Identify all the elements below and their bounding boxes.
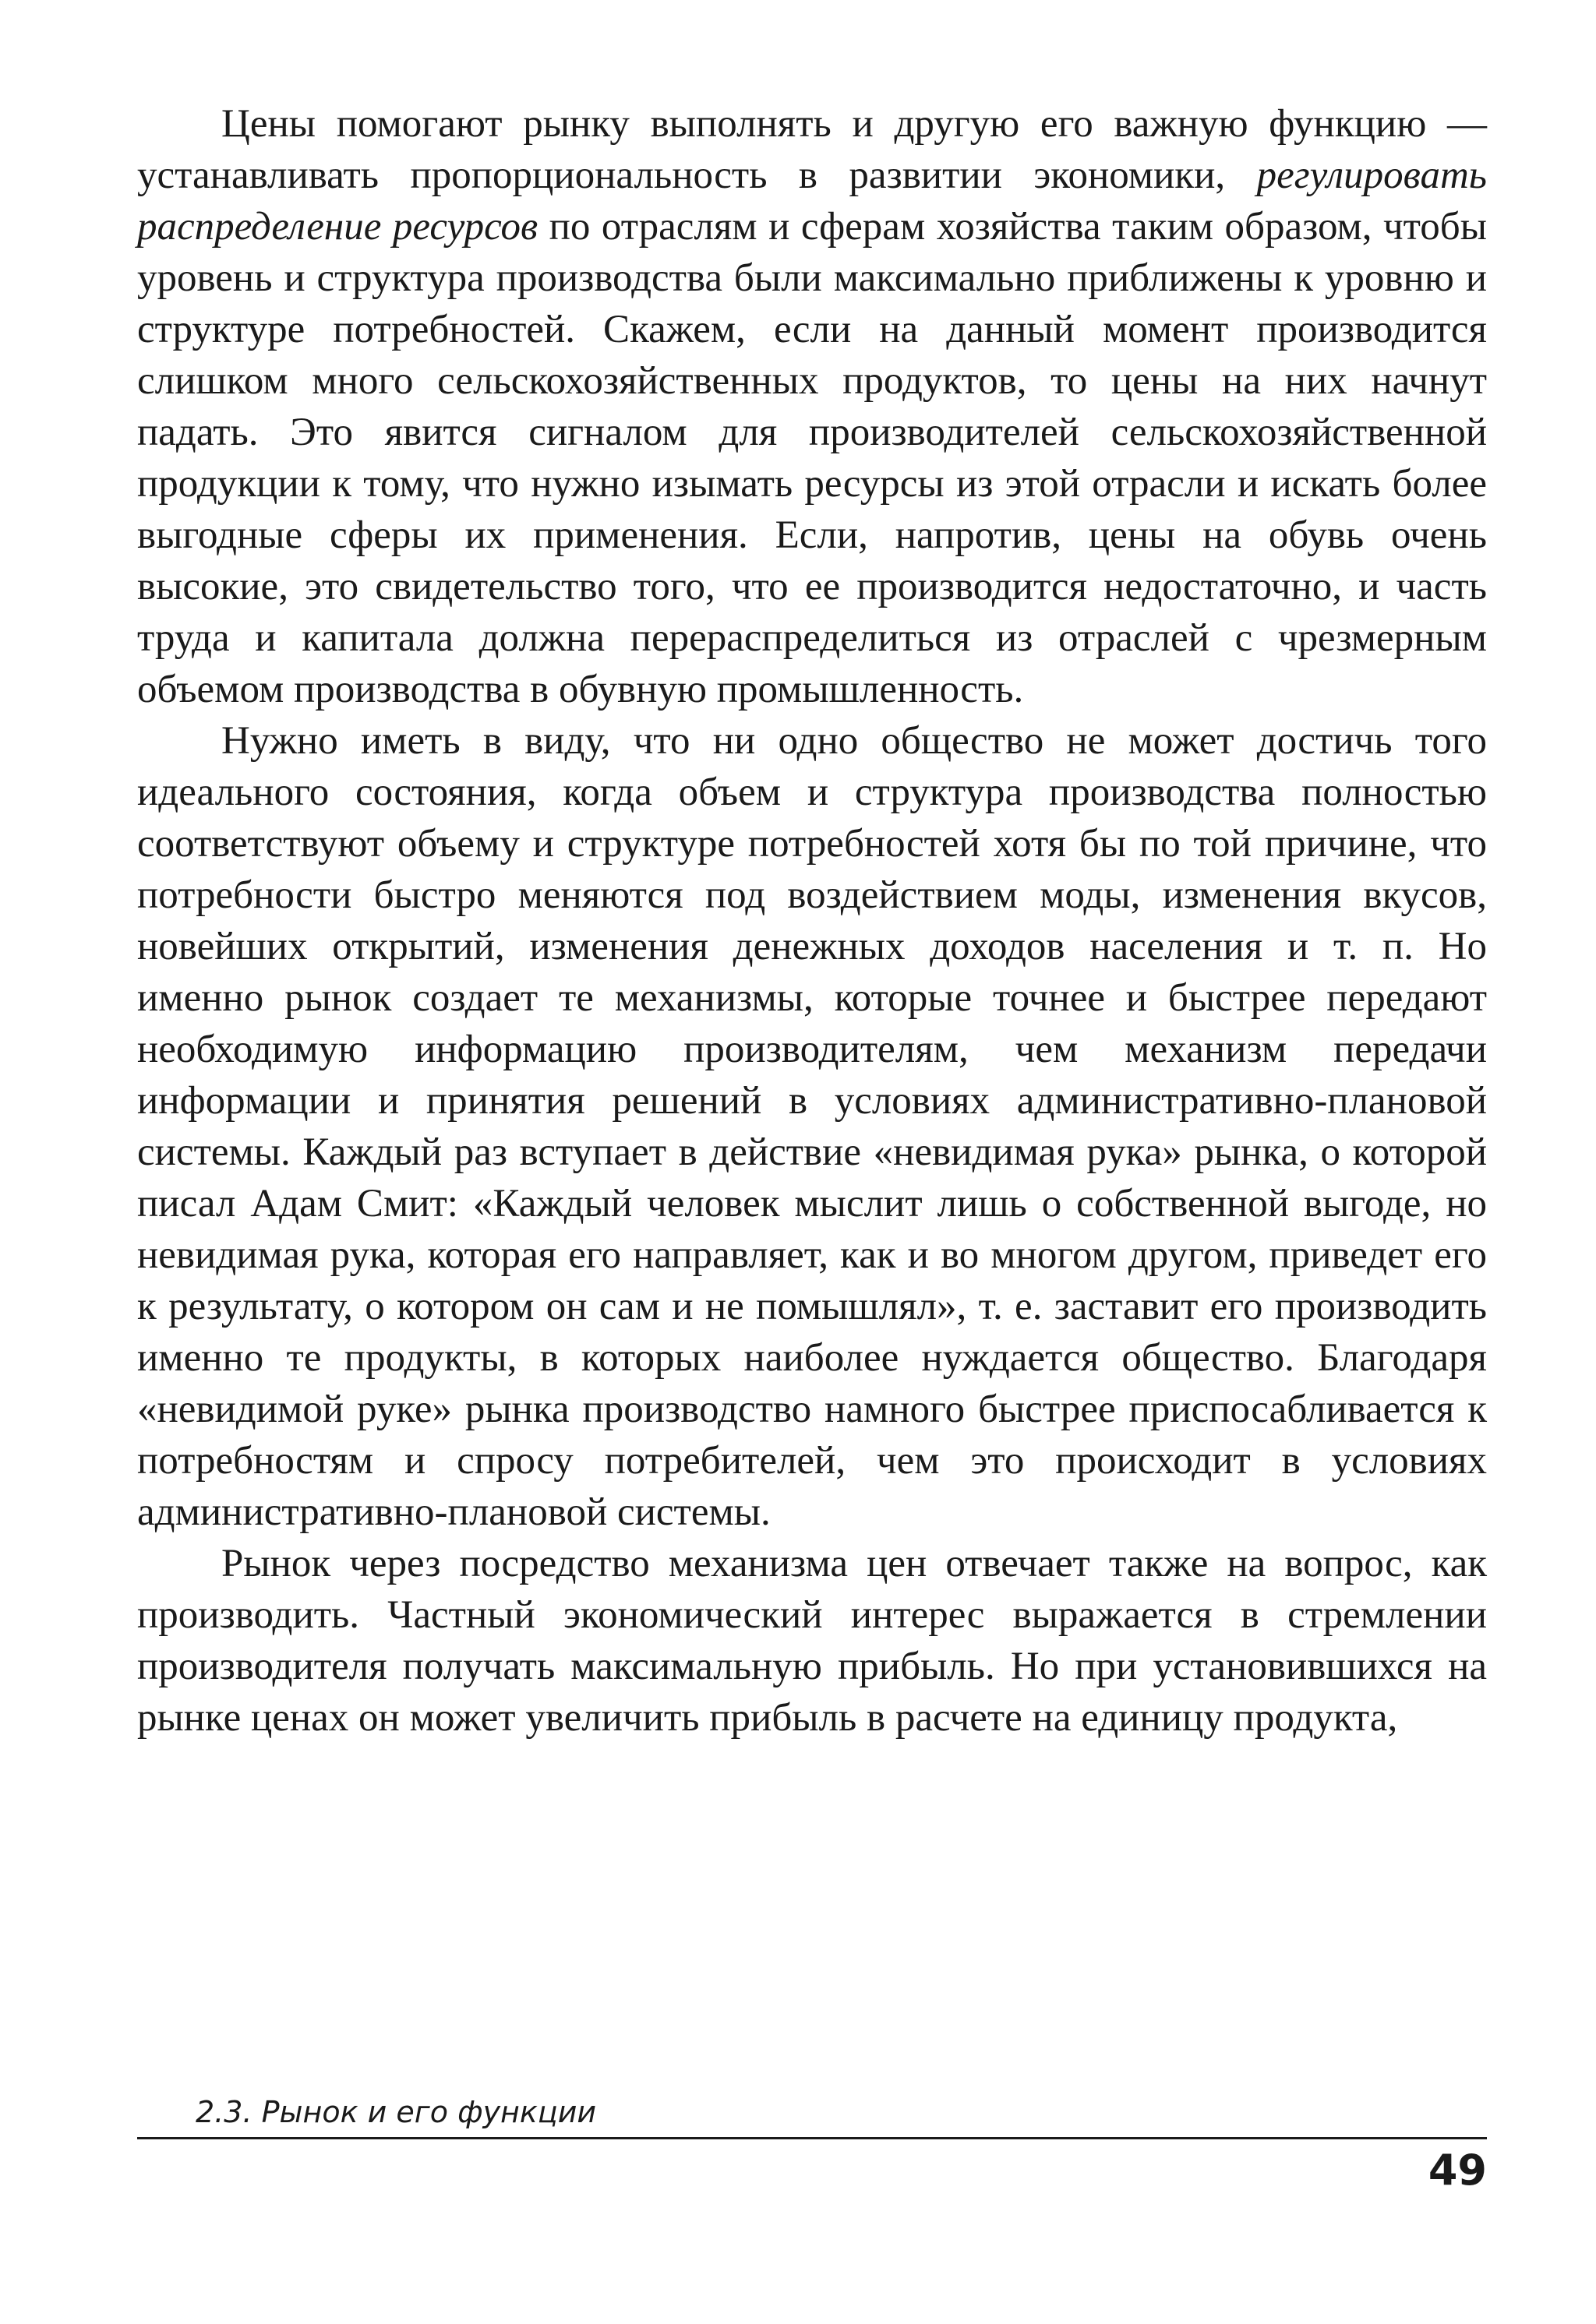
paragraph-1-text-start: Цены помогают рынку выполнять и другую его важную функцию — устанавливать пропорциональность в развитии экономики,: [137, 102, 1487, 197]
italic-emphasis: регулировать распределение ресурсов: [137, 153, 1487, 249]
page-footer: [137, 2094, 1487, 2195]
paragraph-how-to-produce: Рынок через посредство механизма цен отвечает также на вопрос, как производить. Частный экономический интерес выражается в стремлении производителя получать максимальную прибыль. Но при установившихся на рынке ценах он может увеличить прибыль в расчете на единицу продукта,: [137, 1542, 1487, 1740]
page-number: 49: [1428, 2146, 1487, 2195]
footer-divider: [137, 2137, 1487, 2139]
running-title: 2.3. Рынок и его функции: [196, 2095, 597, 2129]
paragraph-invisible-hand: Нужно иметь в виду, что ни одно общество не может достичь того идеального состояния, когда объем и структура производства полностью соответствуют объему и структуре потребностей хотя бы по той причине, что потребности быстро меняются под воздействием моды, изменения вкусов, новейших открытий, изменения денежных доходов населения и т. п. Но именно рынок создает те механизмы, которые точнее и быстрее передают необходимую информацию производителям, чем механизм передачи информации и принятия решений в условиях административно-плановой системы. Каждый раз вступает в действие «невидимая рука» рынка, о которой писал Адам Смит: «Каждый человек мыслит лишь о собственной выгоде, но невидимая рука, которая его направляет, как и во многом другом, приведет его к результату, о котором он сам и не помышлял», т. е. заставит его производить именно те продукты, в которых наиболее нуждается общество. Благодаря «невидимой руке» рынка производство намного быстрее приспосабливается к потребностям и спросу потребителей, чем это происходит в условиях административно-плановой системы.: [137, 719, 1487, 1534]
paragraph-prices-proportionality: [137, 98, 1487, 715]
paragraph-1-text-end: по отраслям и сферам хозяйства таким образом, чтобы уровень и структура производства были максимально приближены к уровню и структуре потребностей. Скажем, если на данный момент производится слишком много сельскохозяйственных продуктов, то цены на них начнут падать. Это явится сигналом для производителей сельскохозяйственной продукции к тому, что нужно изымать ресурсы из этой отрасли и искать более выгодные сферы их применения. Если, напротив, цены на обувь очень высокие, это свидетельство того, что ее производится недостаточно, и часть труда и капитала должна перераспределиться из отраслей с чрезмерным объемом производства в обувную промышленность.: [137, 205, 1487, 711]
body-text: [137, 98, 1487, 1744]
